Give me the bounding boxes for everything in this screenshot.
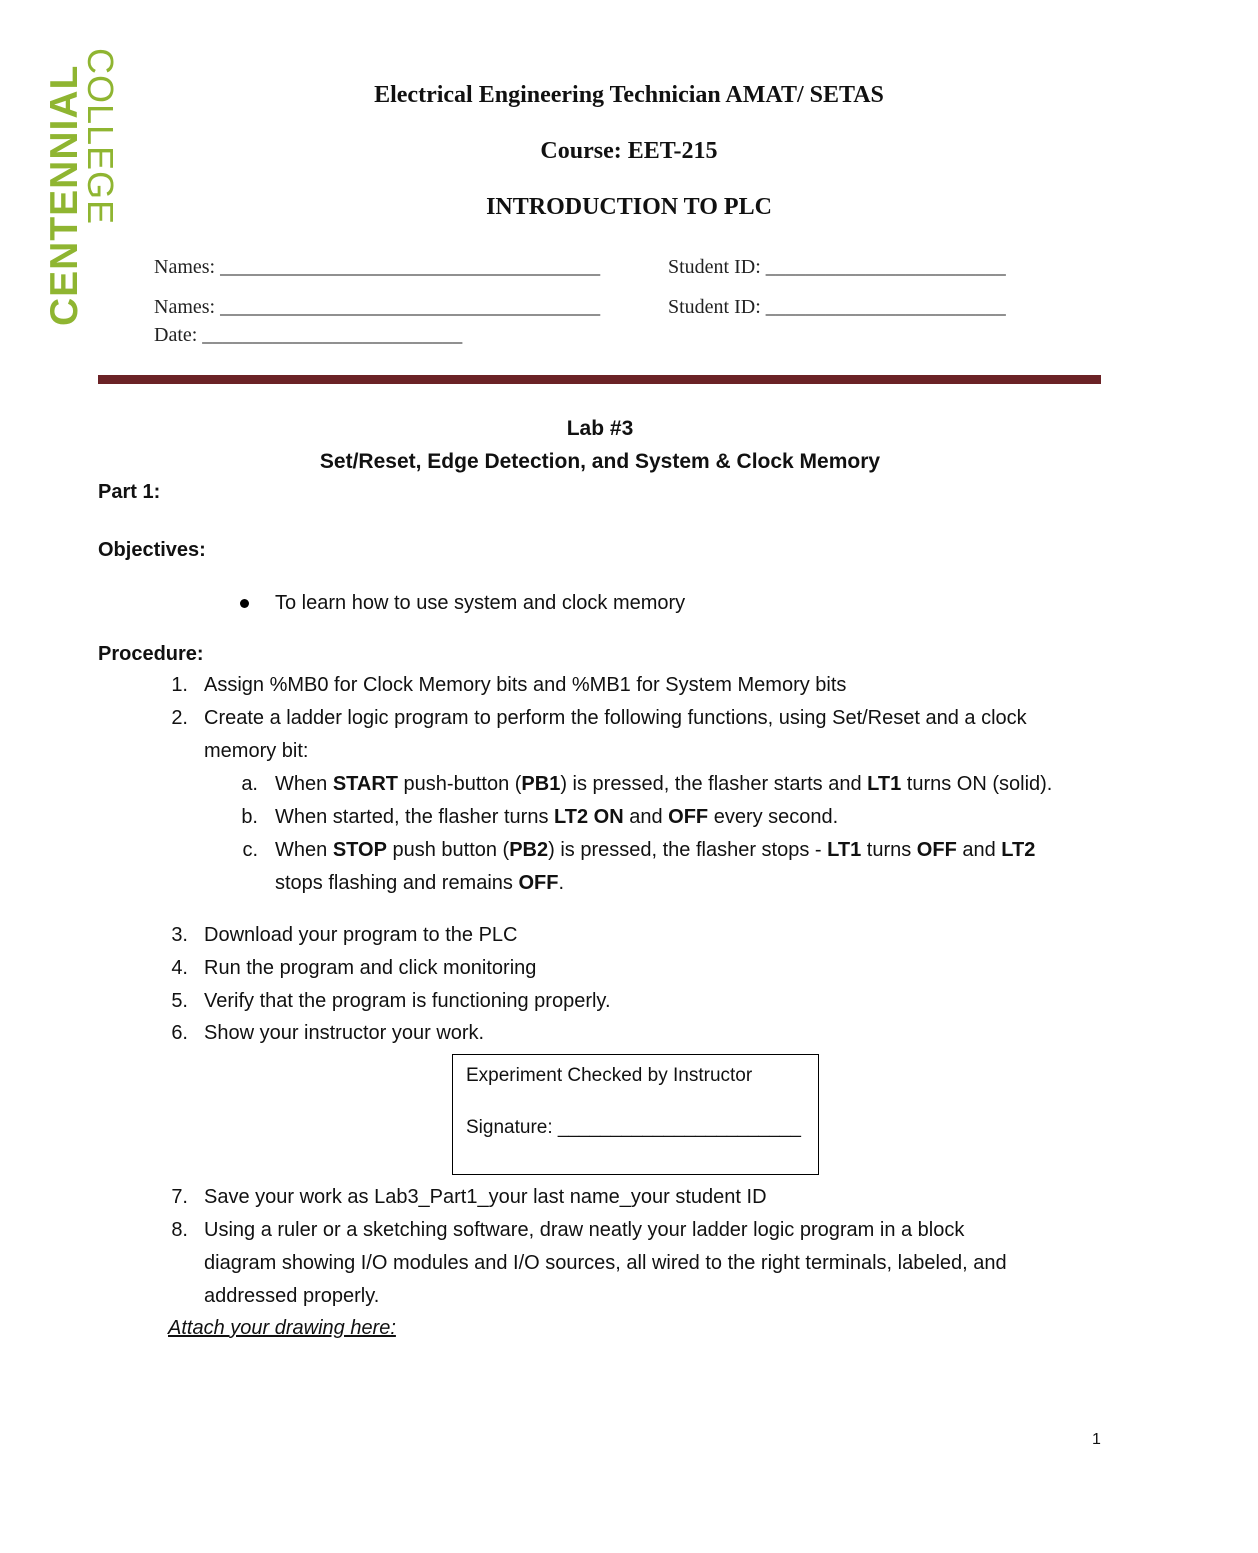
step-text: Assign %MB0 for Clock Memory bits and %MB1 for System Memory bits (204, 674, 847, 696)
sub-letter: c. (242, 839, 258, 861)
step-number: 7. (171, 1186, 188, 1208)
student-id-field-1[interactable]: Student ID: ________________________ (668, 256, 1006, 278)
procedure-label: Procedure: (98, 643, 204, 665)
step-text: Create a ladder logic program to perform the following functions, using Set/Reset and a clock (204, 707, 1027, 729)
sub-item-a: When START push-button (PB1) is pressed, the flasher starts and LT1 turns ON (solid). (275, 773, 1053, 795)
step-number: 4. (171, 957, 188, 979)
objective-item: To learn how to use system and clock memory (275, 592, 686, 614)
header-divider (98, 375, 1101, 384)
objectives-label: Objectives: (98, 539, 206, 561)
logo-college: COLLEGE (80, 48, 121, 226)
bullet-icon (240, 599, 249, 608)
step-text: Download your program to the PLC (204, 924, 518, 946)
sub-item-b: When started, the flasher turns LT2 ON and OFF every second. (275, 806, 839, 828)
step-text-cont: memory bit: (204, 740, 309, 762)
step-text-cont: addressed properly. (204, 1285, 380, 1307)
step-number: 1. (171, 674, 188, 696)
step-text: Using a ruler or a sketching software, draw neatly your ladder logic program in a block (204, 1219, 965, 1241)
step-text: Verify that the program is functioning properly. (204, 990, 611, 1012)
program-title: Electrical Engineering Technician AMAT/ SETAS (374, 82, 884, 108)
page-number: 1 (1092, 1431, 1101, 1448)
lab-subtitle: Set/Reset, Edge Detection, and System & Clock Memory (319, 450, 881, 473)
step-text-cont: diagram showing I/O modules and I/O sources, all wired to the right terminals, labeled, and (204, 1252, 1007, 1274)
student-id-field-2[interactable]: Student ID: ________________________ (668, 296, 1006, 318)
course-code: Course: EET-215 (540, 138, 718, 164)
step-number: 5. (171, 990, 188, 1012)
names-field-2[interactable]: Names: ______________________________________ (154, 296, 601, 318)
step-number: 2. (171, 707, 188, 729)
step-text: Run the program and click monitoring (204, 957, 537, 979)
names-field-1[interactable]: Names: ______________________________________ (154, 256, 601, 278)
step-number: 3. (171, 924, 188, 946)
course-title: INTRODUCTION TO PLC (486, 194, 772, 220)
step-number: 6. (171, 1022, 188, 1044)
sub-item-c-cont: stops flashing and remains OFF. (275, 872, 565, 894)
attach-drawing-label: Attach your drawing here: (168, 1317, 396, 1339)
date-field[interactable]: Date: __________________________ (154, 324, 463, 346)
sub-letter: a. (241, 773, 258, 795)
signature-field[interactable]: Signature: _______________________ (466, 1117, 801, 1138)
sub-item-c: When STOP push button (PB2) is pressed, the flasher stops - LT1 turns OFF and LT2 (275, 839, 1036, 861)
step-number: 8. (171, 1219, 188, 1241)
step-text: Save your work as Lab3_Part1_your last name_your student ID (204, 1186, 767, 1208)
logo-centennial: CENTENNIAL (43, 64, 86, 326)
part-label: Part 1: (98, 481, 161, 503)
step-text: Show your instructor your work. (204, 1022, 485, 1044)
lab-number: Lab #3 (566, 417, 634, 440)
instructor-check-box (452, 1054, 819, 1175)
sub-letter: b. (241, 806, 258, 828)
check-heading: Experiment Checked by Instructor (466, 1065, 753, 1086)
